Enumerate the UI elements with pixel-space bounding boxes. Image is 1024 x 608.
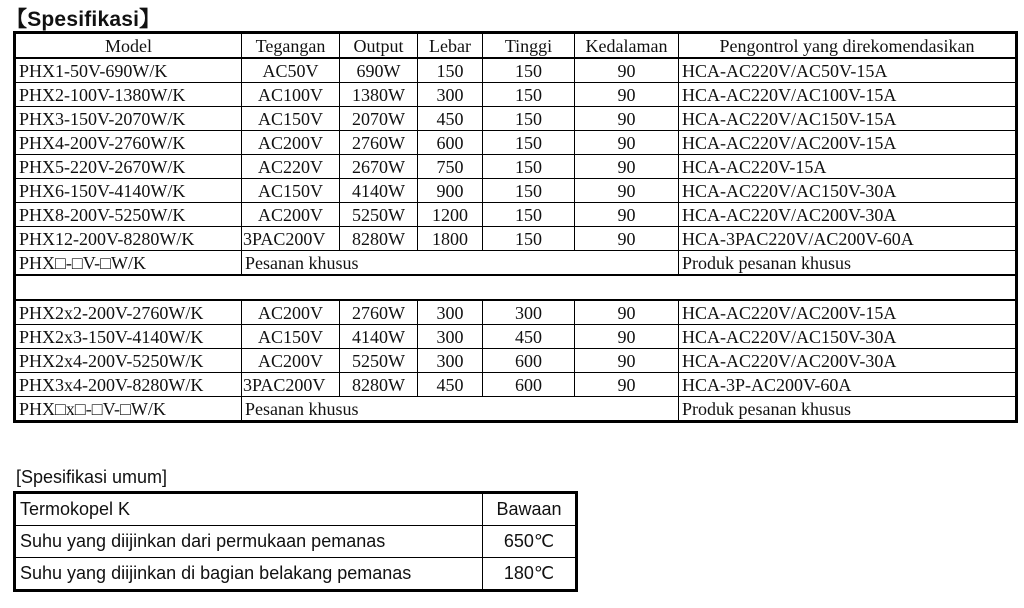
cell-lebar: 300 — [418, 349, 483, 373]
cell-output: 4140W — [340, 325, 418, 349]
cell-tegangan: AC100V — [242, 83, 340, 107]
table-row — [15, 300, 1017, 325]
section-title-spesifikasi-umum: [Spesifikasi umum] — [16, 467, 168, 487]
cell-tinggi: 600 — [483, 373, 575, 397]
cell-output: 5250W — [340, 349, 418, 373]
cell-pengontrol: HCA-3P-AC200V-60A — [679, 373, 1017, 397]
cell-pengontrol: HCA-AC220V/AC200V-30A — [679, 203, 1017, 227]
cell-model: PHX2x4-200V-5250W/K — [15, 349, 242, 373]
cell-model: PHX6-150V-4140W/K — [15, 179, 242, 203]
table-row — [15, 373, 1017, 397]
header-output: Output — [340, 33, 418, 59]
cell-tinggi: 600 — [483, 349, 575, 373]
cell-tegangan: AC220V — [242, 155, 340, 179]
cell-value: Bawaan — [483, 493, 577, 526]
cell-kedalaman: 90 — [575, 107, 679, 131]
cell-output: 4140W — [340, 179, 418, 203]
table-row — [15, 58, 1017, 83]
cell-model: PHX8-200V-5250W/K — [15, 203, 242, 227]
spacer-row — [15, 275, 1017, 300]
cell-lebar: 150 — [418, 58, 483, 83]
table-row — [15, 558, 577, 591]
cell-pengontrol: HCA-AC220V/AC200V-30A — [679, 349, 1017, 373]
cell-kedalaman: 90 — [575, 203, 679, 227]
cell-kedalaman: 90 — [575, 131, 679, 155]
header-pengontrol: Pengontrol yang direkomendasikan — [679, 33, 1017, 59]
cell-tinggi: 150 — [483, 203, 575, 227]
cell-pengontrol: HCA-AC220V/AC150V-15A — [679, 107, 1017, 131]
header-tegangan: Tegangan — [242, 33, 340, 59]
cell-lebar: 900 — [418, 179, 483, 203]
header-model: Model — [15, 33, 242, 59]
custom-order-row — [15, 251, 1017, 276]
cell-tinggi: 150 — [483, 107, 575, 131]
cell-value: 650℃ — [483, 526, 577, 558]
cell-lebar: 450 — [418, 373, 483, 397]
cell-kedalaman: 90 — [575, 83, 679, 107]
cell-tinggi: 150 — [483, 155, 575, 179]
cell-custom-note: Pesanan khusus — [242, 251, 679, 276]
cell-model: PHX□x□-□V-□W/K — [15, 397, 242, 422]
cell-output: 2670W — [340, 155, 418, 179]
spec-table — [13, 31, 1018, 423]
cell-lebar: 1800 — [418, 227, 483, 251]
custom-order-row — [15, 397, 1017, 422]
cell-output: 8280W — [340, 227, 418, 251]
header-tinggi: Tinggi — [483, 33, 575, 59]
cell-lebar: 1200 — [418, 203, 483, 227]
cell-model: PHX2x2-200V-2760W/K — [15, 300, 242, 325]
cell-model: PHX4-200V-2760W/K — [15, 131, 242, 155]
cell-lebar: 450 — [418, 107, 483, 131]
cell-model: PHX2-100V-1380W/K — [15, 83, 242, 107]
cell-custom-note: Pesanan khusus — [242, 397, 679, 422]
section-title-spesifikasi: 【Spesifikasi】 — [6, 8, 161, 31]
header-kedalaman: Kedalaman — [575, 33, 679, 59]
cell-tegangan: AC200V — [242, 349, 340, 373]
cell-pengontrol: HCA-AC220V/AC100V-15A — [679, 83, 1017, 107]
cell-lebar: 750 — [418, 155, 483, 179]
cell-pengontrol: Produk pesanan khusus — [679, 251, 1017, 276]
cell-output: 5250W — [340, 203, 418, 227]
cell-lebar: 600 — [418, 131, 483, 155]
cell-pengontrol: HCA-AC220V/AC150V-30A — [679, 325, 1017, 349]
table-row — [15, 107, 1017, 131]
general-spec-table — [13, 491, 578, 592]
cell-label: Suhu yang diijinkan dari permukaan pemanas — [15, 526, 483, 558]
cell-output: 2760W — [340, 300, 418, 325]
table-row — [15, 526, 577, 558]
cell-model: PHX3-150V-2070W/K — [15, 107, 242, 131]
cell-tegangan: AC150V — [242, 325, 340, 349]
cell-pengontrol: HCA-3PAC220V/AC200V-60A — [679, 227, 1017, 251]
cell-tinggi: 150 — [483, 179, 575, 203]
cell-pengontrol: Produk pesanan khusus — [679, 397, 1017, 422]
cell-pengontrol: HCA-AC220V/AC50V-15A — [679, 58, 1017, 83]
cell-tegangan: 3PAC200V — [242, 227, 340, 251]
cell-output: 2070W — [340, 107, 418, 131]
cell-lebar: 300 — [418, 325, 483, 349]
cell-model: PHX1-50V-690W/K — [15, 58, 242, 83]
cell-kedalaman: 90 — [575, 373, 679, 397]
cell-output: 690W — [340, 58, 418, 83]
cell-value: 180℃ — [483, 558, 577, 591]
cell-model: PHX12-200V-8280W/K — [15, 227, 242, 251]
spacer-cell — [15, 275, 1017, 300]
cell-pengontrol: HCA-AC220V/AC200V-15A — [679, 131, 1017, 155]
cell-tegangan: AC200V — [242, 203, 340, 227]
cell-output: 1380W — [340, 83, 418, 107]
spec-header-row — [15, 33, 1017, 59]
cell-lebar: 300 — [418, 83, 483, 107]
cell-kedalaman: 90 — [575, 300, 679, 325]
cell-pengontrol: HCA-AC220V/AC200V-15A — [679, 300, 1017, 325]
table-row — [15, 349, 1017, 373]
cell-label: Suhu yang diijinkan di bagian belakang pemanas — [15, 558, 483, 591]
cell-kedalaman: 90 — [575, 227, 679, 251]
cell-tinggi: 300 — [483, 300, 575, 325]
cell-output: 8280W — [340, 373, 418, 397]
cell-tinggi: 450 — [483, 325, 575, 349]
cell-tegangan: AC150V — [242, 179, 340, 203]
table-row — [15, 83, 1017, 107]
table-row — [15, 493, 577, 526]
cell-tinggi: 150 — [483, 58, 575, 83]
cell-model: PHX3x4-200V-8280W/K — [15, 373, 242, 397]
cell-kedalaman: 90 — [575, 58, 679, 83]
cell-model: PHX5-220V-2670W/K — [15, 155, 242, 179]
cell-pengontrol: HCA-AC220V-15A — [679, 155, 1017, 179]
cell-kedalaman: 90 — [575, 325, 679, 349]
cell-tegangan: 3PAC200V — [242, 373, 340, 397]
cell-tinggi: 150 — [483, 227, 575, 251]
cell-tegangan: AC50V — [242, 58, 340, 83]
cell-tinggi: 150 — [483, 131, 575, 155]
cell-lebar: 300 — [418, 300, 483, 325]
table-row — [15, 203, 1017, 227]
cell-model: PHX□-□V-□W/K — [15, 251, 242, 276]
table-row — [15, 131, 1017, 155]
cell-tinggi: 150 — [483, 83, 575, 107]
cell-pengontrol: HCA-AC220V/AC150V-30A — [679, 179, 1017, 203]
cell-tegangan: AC200V — [242, 131, 340, 155]
table-row — [15, 325, 1017, 349]
cell-kedalaman: 90 — [575, 155, 679, 179]
cell-output: 2760W — [340, 131, 418, 155]
cell-model: PHX2x3-150V-4140W/K — [15, 325, 242, 349]
table-row — [15, 227, 1017, 251]
cell-tegangan: AC200V — [242, 300, 340, 325]
cell-tegangan: AC150V — [242, 107, 340, 131]
table-row — [15, 155, 1017, 179]
header-lebar: Lebar — [418, 33, 483, 59]
table-row — [15, 179, 1017, 203]
cell-kedalaman: 90 — [575, 179, 679, 203]
cell-label: Termokopel K — [15, 493, 483, 526]
cell-kedalaman: 90 — [575, 349, 679, 373]
